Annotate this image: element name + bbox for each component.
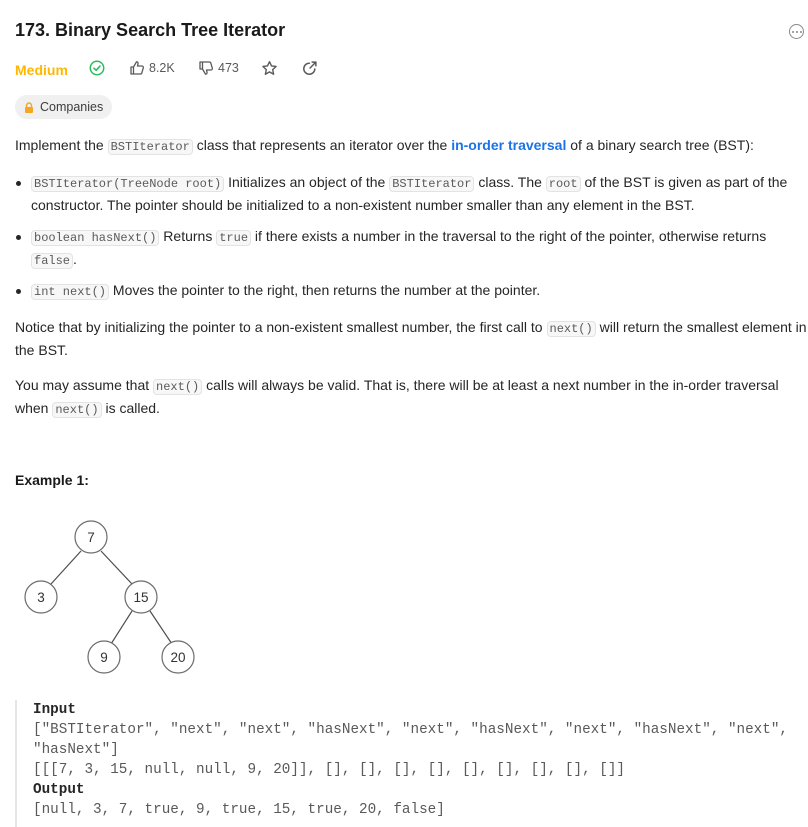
lock-icon <box>24 102 34 113</box>
bullet-hasnext <box>31 226 801 272</box>
tree-edge <box>51 551 81 584</box>
tree-node-label: 20 <box>170 650 186 665</box>
code-true: true <box>216 230 251 246</box>
output-label: Output <box>33 782 85 798</box>
code-next: next() <box>547 321 596 337</box>
inorder-traversal-link[interactable]: in-order traversal <box>451 137 567 153</box>
bullet-next <box>31 280 801 303</box>
solved-check-icon <box>89 60 105 76</box>
difficulty-badge: Medium <box>15 62 68 78</box>
dislike-count: 473 <box>218 61 239 75</box>
companies-tag[interactable] <box>15 95 112 119</box>
bullet-text: . <box>73 251 77 267</box>
code-hasnext: boolean hasNext() <box>31 230 159 246</box>
intro-paragraph <box>15 135 808 158</box>
more-options-icon[interactable] <box>789 24 804 39</box>
assume-paragraph <box>15 375 808 421</box>
tree-edge <box>150 611 172 644</box>
tree-node-label: 7 <box>87 530 95 545</box>
intro-text: of a binary search tree (BST): <box>566 137 754 153</box>
bullet-text: Moves the pointer to the right, then returns the number at the pointer. <box>109 282 541 298</box>
solved-status <box>89 60 105 76</box>
tree-node-label: 3 <box>37 590 45 605</box>
problem-title: 173. Binary Search Tree Iterator <box>15 20 286 40</box>
like-count: 8.2K <box>149 61 175 75</box>
tree-node-label: 9 <box>100 650 108 665</box>
input-line: [[[7, 3, 15, null, null, 9, 20]], [], [], [], [], [], [], [], [], []] <box>33 762 625 778</box>
bullet-text: class. The <box>474 174 546 190</box>
code-bstiterator: BSTIterator <box>389 176 474 192</box>
code-next: next() <box>52 402 101 418</box>
notice-text: will return the smallest element in the BST. <box>15 319 807 358</box>
favorite-button[interactable] <box>261 60 278 77</box>
input-label: Input <box>33 702 76 718</box>
input-line: ["BSTIterator", "next", "next", "hasNext", "next", "hasNext", "next", "hasNext", "next", <box>33 722 788 738</box>
code-false: false <box>31 253 73 269</box>
bullet-dot <box>16 181 21 186</box>
notice-paragraph <box>15 317 808 361</box>
thumbs-up-icon <box>129 60 145 76</box>
example-io-block <box>15 700 805 827</box>
code-next: next() <box>153 379 202 395</box>
input-line: "hasNext"] <box>33 742 119 758</box>
tree-edge <box>111 611 132 644</box>
assume-text: You may assume that <box>15 377 154 393</box>
bullet-text: Initializes an object of the <box>224 174 390 190</box>
bullet-dot <box>16 289 21 294</box>
tree-node-label: 15 <box>133 590 149 605</box>
example-title: Example 1: <box>15 472 89 488</box>
bullet-dot <box>16 235 21 240</box>
intro-text: Implement the <box>15 137 108 153</box>
code-bstiterator: BSTIterator <box>108 139 193 155</box>
share-button[interactable] <box>301 60 318 77</box>
code-constructor: BSTIterator(TreeNode root) <box>31 176 224 192</box>
bullet-constructor <box>31 172 801 216</box>
bullet-text: of the BST is given as part of the constructor. The pointer should be initialized to a non-existent number smaller than any element in the BST. <box>31 174 788 213</box>
assume-text: is called. <box>101 400 160 416</box>
intro-text: class that represents an iterator over the <box>192 137 452 153</box>
assume-text: calls will always be valid. That is, there will be at least a next number in the in-order traversal when <box>15 377 779 416</box>
code-root: root <box>546 176 581 192</box>
like-button[interactable] <box>129 60 175 76</box>
bullet-text: Returns <box>159 228 217 244</box>
code-next: int next() <box>31 284 109 300</box>
bst-diagram <box>20 515 210 680</box>
share-icon <box>301 60 318 77</box>
thumbs-down-icon <box>198 60 214 76</box>
tree-edge <box>101 551 132 584</box>
bullet-text: if there exists a number in the traversal to the right of the pointer, otherwise returns <box>251 228 767 244</box>
star-icon <box>261 60 278 77</box>
notice-text: Notice that by initializing the pointer to a non-existent smallest number, the first call to <box>15 319 547 335</box>
dislike-button[interactable] <box>198 60 239 76</box>
companies-label: Companies <box>40 100 104 114</box>
output-line: [null, 3, 7, true, 9, true, 15, true, 20, false] <box>33 802 445 818</box>
